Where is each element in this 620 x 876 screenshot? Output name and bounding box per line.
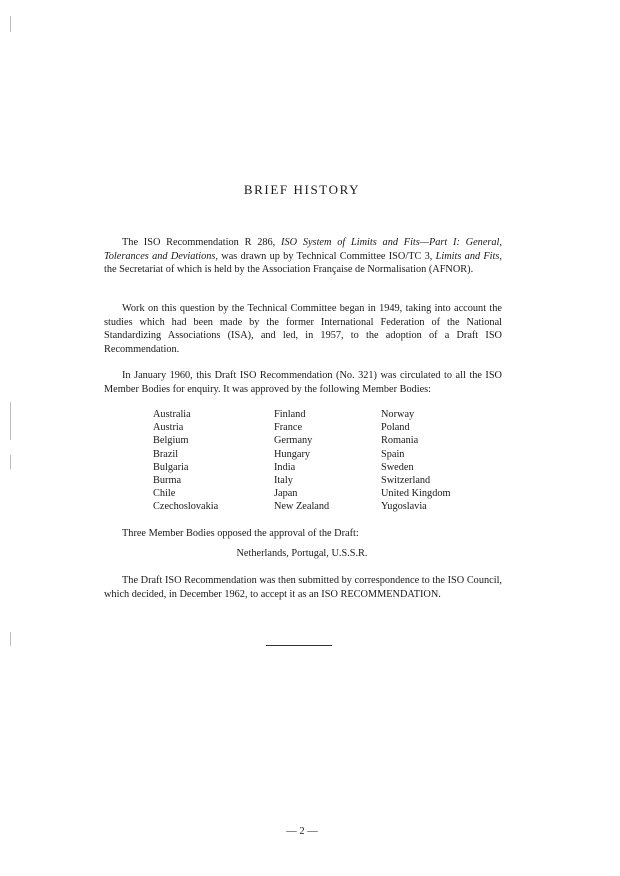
member-column-2 <box>274 408 329 514</box>
member-body: Italy <box>274 474 293 486</box>
member-body: Spain <box>381 448 405 460</box>
member-body: India <box>274 461 296 473</box>
member-column-1 <box>153 408 218 514</box>
scan-margin-mark <box>10 402 11 440</box>
member-body: Chile <box>153 488 176 500</box>
member-body: United Kingdom <box>381 488 451 500</box>
paragraph-text: The ISO Recommendation R 286, <box>122 237 282 248</box>
member-body: Yugoslavia <box>381 501 427 513</box>
page-title: BRIEF HISTORY <box>243 182 361 197</box>
member-body: Australia <box>153 409 191 420</box>
paragraph-acceptance: The Draft ISO Recommendation was then submitted by correspondence to the ISO Council, which decided, in December 1962, to accept it as an ISO RECOMMENDATION. <box>104 575 502 600</box>
member-body: Norway <box>381 409 415 420</box>
member-body: Switzerland <box>381 474 431 486</box>
member-body: Brazil <box>153 448 179 460</box>
member-body: Hungary <box>274 448 311 460</box>
member-body: New Zealand <box>274 501 330 513</box>
paragraph-origin <box>104 236 502 277</box>
committee-name: Limits and Fits, <box>435 250 502 262</box>
paragraph-text: was drawn up by Technical Committee ISO/TC 3, <box>218 250 436 262</box>
opposing-members: Netherlands, Portugal, U.S.S.R. <box>236 548 368 559</box>
member-body: Poland <box>381 422 410 434</box>
horizontal-rule <box>266 645 332 646</box>
member-body: Austria <box>153 422 184 434</box>
member-body: Belgium <box>153 435 189 447</box>
paragraph-work-history: Work on this question by the Technical Committee began in 1949, taking into account the studies which had been made by the former International Federation of the National Standardizing Associations (ISA), and led, in 1957, to the adoption of a Draft ISO Recommendation. <box>104 303 502 355</box>
member-body: Sweden <box>381 461 414 473</box>
recommendation-title: ISO System of Limits and Fits—Part I: General, Tolerances and Deviations, <box>104 237 502 262</box>
scan-margin-mark <box>10 455 11 469</box>
paragraph-enquiry: In January 1960, this Draft ISO Recommendation (No. 321) was circulated to all the ISO Member Bodies for enquiry. It was approved by the following Member Bodies: <box>104 370 502 395</box>
member-body: Finland <box>274 409 306 420</box>
paragraph-text: the Secretariat of which is held by the Association Française de Normalisation (AFNOR). <box>104 264 474 276</box>
scan-margin-mark <box>10 632 11 646</box>
member-body: Japan <box>274 488 298 500</box>
member-body: Burma <box>153 474 182 486</box>
page-number: — 2 — <box>286 826 318 837</box>
member-body: Bulgaria <box>153 461 189 473</box>
member-column-3 <box>381 408 451 514</box>
paragraph-opposed: Three Member Bodies opposed the approval of the Draft: <box>122 528 359 539</box>
member-body: Czechoslovakia <box>153 501 219 513</box>
member-body: Germany <box>274 435 313 447</box>
member-body: France <box>274 422 303 434</box>
scan-margin-mark <box>10 16 11 32</box>
member-body: Romania <box>381 435 419 447</box>
